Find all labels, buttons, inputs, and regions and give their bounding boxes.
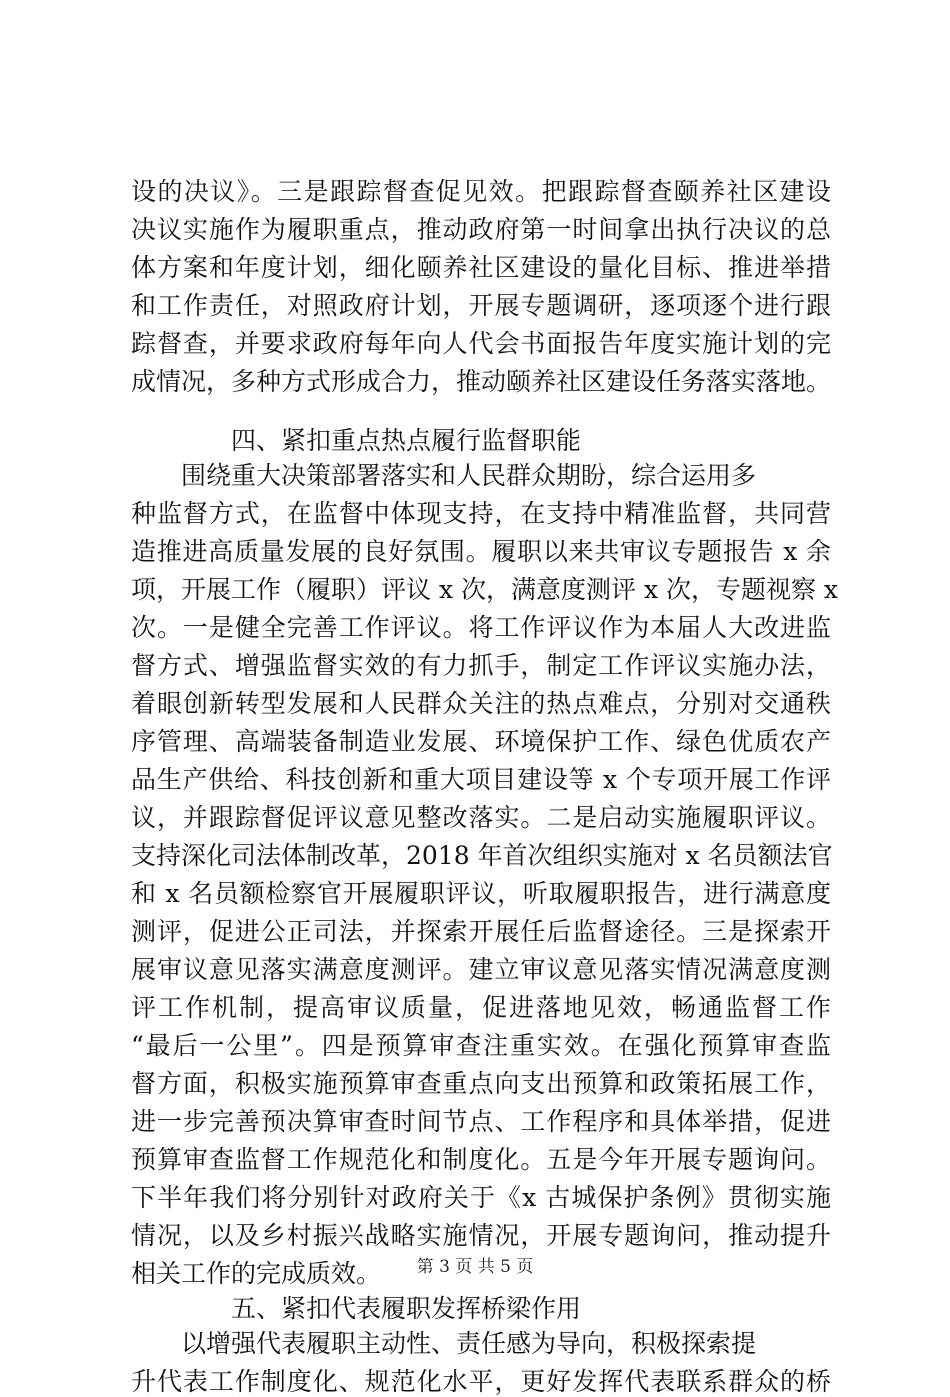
paragraph-line: 预算审查监督工作规范化和制度化。五是今年开展专题询问。 bbox=[131, 1145, 831, 1174]
paragraph-line: 测评，促进公正司法，并探索开展任后监督途径。三是探索开 bbox=[131, 917, 831, 946]
paragraph-line: 下半年我们将分别针对政府关于《x 古城保护条例》贯彻实施 bbox=[131, 1183, 831, 1212]
paragraph-line: 进一步完善预决算审查时间节点、工作程序和具体举措，促进 bbox=[131, 1107, 831, 1136]
paragraph-line: 督方面，积极实施预算审查重点向支出预算和政策拓展工作， bbox=[131, 1069, 831, 1098]
paragraph-line: 支持深化司法体制改革，2018 年首次组织实施对 x 名员额法官 bbox=[131, 841, 833, 870]
section-heading-5: 五、紧扣代表履职发挥桥梁作用 bbox=[231, 1294, 582, 1323]
paragraph-line: 督方式、增强监督实效的有力抓手，制定工作评议实施办法， bbox=[131, 651, 831, 680]
paragraph-line: 和 x 名员额检察官开展履职评议，听取履职报告，进行满意度 bbox=[131, 879, 831, 908]
paragraph-line: 展审议意见落实满意度测评。建立审议意见落实情况满意度测 bbox=[131, 955, 831, 984]
paragraph-line: 围绕重大决策部署落实和人民群众期盼，综合运用多 bbox=[131, 461, 757, 490]
paragraph-line: 造推进高质量发展的良好氛围。履职以来共审议专题报告 x 余 bbox=[131, 537, 831, 566]
section-heading-4: 四、紧扣重点热点履行监督职能 bbox=[231, 426, 582, 455]
paragraph-line: 体方案和年度计划，细化颐养社区建设的量化目标、推进举措 bbox=[131, 253, 831, 282]
paragraph-line: “最后一公里”。四是预算审查注重实效。在强化预算审查监 bbox=[131, 1031, 831, 1060]
paragraph-line: 品生产供给、科技创新和重大项目建设等 x 个专项开展工作评 bbox=[131, 765, 831, 794]
paragraph-line: 设的决议》。三是跟踪督查促见效。把跟踪督查颐养社区建设 bbox=[131, 177, 831, 206]
paragraph-line: 次。一是健全完善工作评议。将工作评议作为本届人大改进监 bbox=[131, 613, 831, 642]
paragraph-line: 以增强代表履职主动性、责任感为导向，积极探索提 bbox=[131, 1329, 757, 1358]
paragraph-line: 情况，以及乡村振兴战略实施情况，开展专题询问，推动提升 bbox=[131, 1221, 831, 1250]
paragraph-line: 评工作机制，提高审议质量，促进落地见效，畅通监督工作 bbox=[131, 993, 831, 1022]
paragraph-line: 踪督查，并要求政府每年向人代会书面报告年度实施计划的完 bbox=[131, 329, 831, 358]
paragraph-line: 序管理、高端装备制造业发展、环境保护工作、绿色优质农产 bbox=[131, 727, 831, 756]
paragraph-line: 和工作责任，对照政府计划，开展专题调研，逐项逐个进行跟 bbox=[131, 291, 831, 320]
paragraph-line: 升代表工作制度化、规范化水平，更好发挥代表联系群众的桥 bbox=[131, 1367, 831, 1396]
page-number: 第 3 页 共 5 页 bbox=[416, 1257, 534, 1277]
paragraph-line: 决议实施作为履职重点，推动政府第一时间拿出执行决议的总 bbox=[131, 215, 831, 244]
paragraph-line: 议，并跟踪督促评议意见整改落实。二是启动实施履职评议。 bbox=[131, 803, 831, 832]
paragraph-line: 项，开展工作（履职）评议 x 次，满意度测评 x 次，专题视察 x bbox=[131, 575, 839, 604]
paragraph-line: 种监督方式，在监督中体现支持，在支持中精准监督，共同营 bbox=[131, 499, 831, 528]
paragraph-line: 相关工作的完成质效。 bbox=[131, 1259, 382, 1288]
paragraph-line: 成情况，多种方式形成合力，推动颐养社区建设任务落实落地。 bbox=[131, 367, 832, 396]
paragraph-line: 着眼创新转型发展和人民群众关注的热点难点，分别对交通秩 bbox=[131, 689, 831, 718]
